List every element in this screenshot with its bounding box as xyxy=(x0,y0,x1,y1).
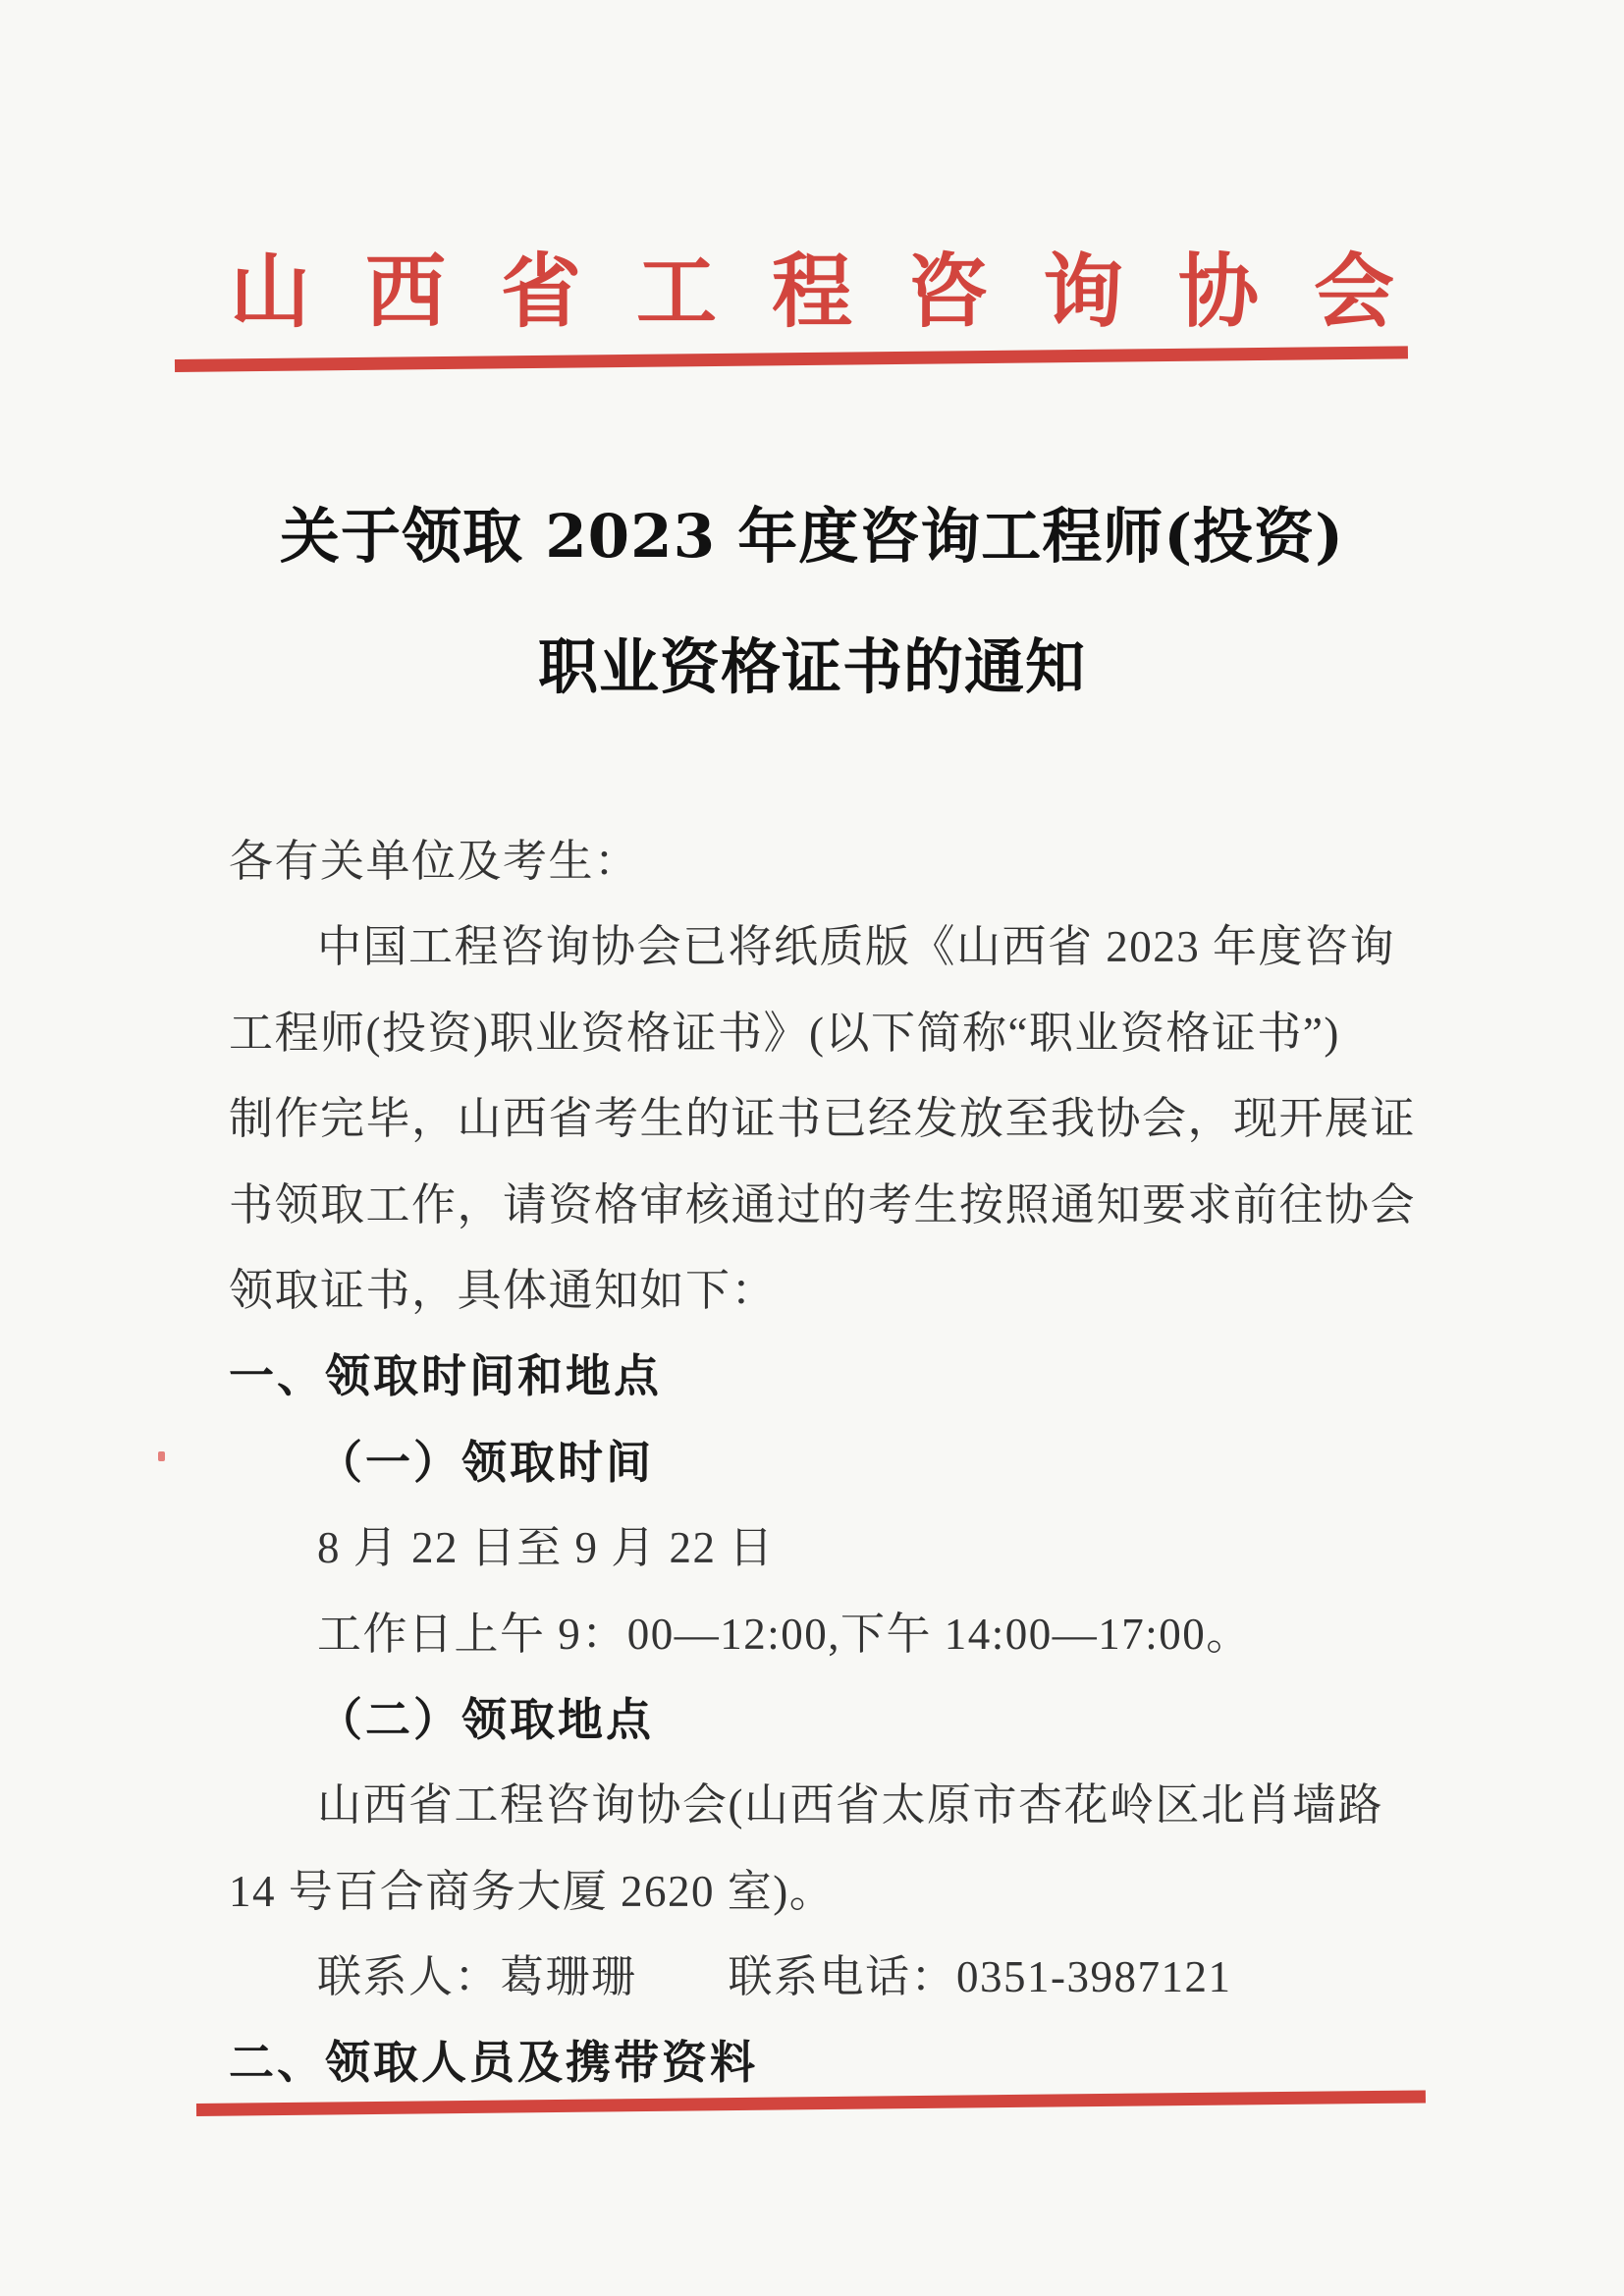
paragraph-line: 领取证书，具体通知如下： xyxy=(229,1265,778,1315)
doc-title-line-1: 关于领取 2023 年度咨询工程师(投资) xyxy=(280,502,1344,572)
paragraph-line: 制作完毕，山西省考生的证书已经发放至我协会，现开展证 xyxy=(229,1094,1417,1144)
notice-body xyxy=(229,819,1417,2106)
subsection-1-1-heading: （一）领取时间 xyxy=(317,1435,654,1489)
address-line-2: 14 号百合商务大厦 2620 室)。 xyxy=(229,1866,836,1916)
salutation-line: 各有关单位及考生： xyxy=(229,837,640,886)
doc-title-line-2: 职业资格证书的通知 xyxy=(537,632,1086,702)
paragraph-line: 中国工程咨询协会已将纸质版《山西省 2023 年度咨询 xyxy=(317,922,1396,972)
contact-line: 联系人：葛珊珊 联系电话：0351-3987121 xyxy=(317,1952,1232,2002)
subsection-1-2-heading: （二）领取地点 xyxy=(317,1692,654,1746)
scan-artifact-dot xyxy=(158,1451,165,1461)
paragraph-line: 书领取工作，请资格审核通过的考生按照通知要求前往协会 xyxy=(229,1179,1417,1230)
paragraph-line: 工程师(投资)职业资格证书》(以下简称“职业资格证书”) xyxy=(229,1008,1340,1058)
section-2-heading: 二、领取人员及携带资料 xyxy=(229,2037,758,2089)
address-line-1: 山西省工程咨询协会(山西省太原市杏花岭区北肖墙路 xyxy=(317,1780,1383,1831)
pickup-hours-line: 工作日上午 9：00—12:00,下午 14:00—17:00。 xyxy=(317,1609,1252,1659)
pickup-date-line: 8 月 22 日至 9 月 22 日 xyxy=(317,1523,775,1573)
header-red-rule xyxy=(175,346,1408,372)
section-1-heading: 一、领取时间和地点 xyxy=(229,1350,662,1402)
org-name-header: 山西省工程咨询协会 xyxy=(229,247,1449,337)
